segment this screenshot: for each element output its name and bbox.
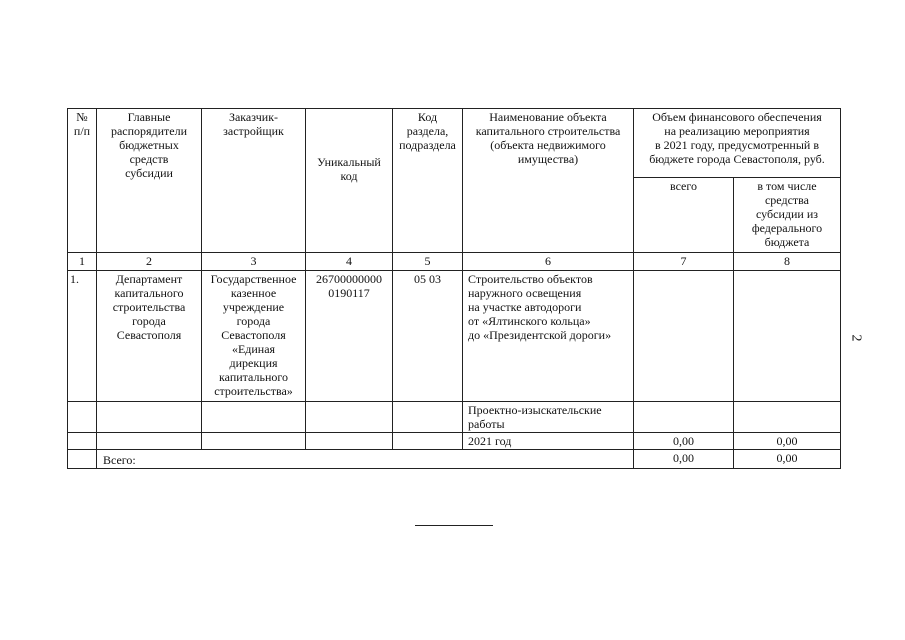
column-number: 2	[97, 253, 202, 271]
header-object: Наименование объекта капитального строительства (объекта недвижимого имущества)	[463, 109, 634, 253]
column-number: 6	[463, 253, 634, 271]
row-federal	[734, 271, 841, 402]
row-section: 05 03	[393, 271, 463, 402]
row-total	[634, 271, 734, 402]
row-subobject: Проектно-изыскательские работы	[463, 402, 634, 433]
table-row	[68, 433, 841, 450]
header-federal: в том числе средства субсидии из федерального бюджета	[734, 178, 841, 253]
total-federal: 0,00	[734, 450, 841, 469]
column-number: 3	[202, 253, 306, 271]
header-total: всего	[634, 178, 734, 253]
column-number: 7	[634, 253, 734, 271]
column-number: 8	[734, 253, 841, 271]
page-number: 2	[848, 334, 864, 342]
row-number: 1.	[68, 271, 97, 402]
header-num: № п/п	[68, 109, 97, 253]
header-managers: Главные распорядители бюджетных средств субсидии	[97, 109, 202, 253]
column-number: 4	[306, 253, 393, 271]
header-section: Код раздела, подраздела	[393, 109, 463, 253]
row-code: 26700000000 0190117	[306, 271, 393, 402]
row-year: 2021 год	[463, 433, 634, 450]
row-year-federal: 0,00	[734, 433, 841, 450]
column-number-row	[68, 253, 841, 271]
header-finance: Объем финансового обеспечения на реализацию мероприятия в 2021 году, предусмотренный в бюджете города Севастополя, руб.	[634, 109, 841, 178]
header-code: Уникальный код	[306, 109, 393, 253]
total-value: 0,00	[634, 450, 734, 469]
total-row	[68, 450, 841, 469]
table-row	[68, 402, 841, 433]
table-row	[68, 271, 841, 402]
header-row-1	[68, 109, 841, 178]
header-customer: Заказчик- застройщик	[202, 109, 306, 253]
budget-table	[67, 108, 841, 469]
column-number: 1	[68, 253, 97, 271]
end-divider-line	[415, 525, 493, 526]
row-manager: Департамент капитального строительства города Севастополя	[97, 271, 202, 402]
column-number: 5	[393, 253, 463, 271]
total-label: Всего:	[97, 450, 634, 469]
row-customer: Государственное казенное учреждение города Севастополя «Единая дирекция капитального строительства»	[202, 271, 306, 402]
row-year-total: 0,00	[634, 433, 734, 450]
row-object: Строительство объектов наружного освещения на участке автодороги от «Ялтинского кольца» до «Президентской дороги»	[463, 271, 634, 402]
